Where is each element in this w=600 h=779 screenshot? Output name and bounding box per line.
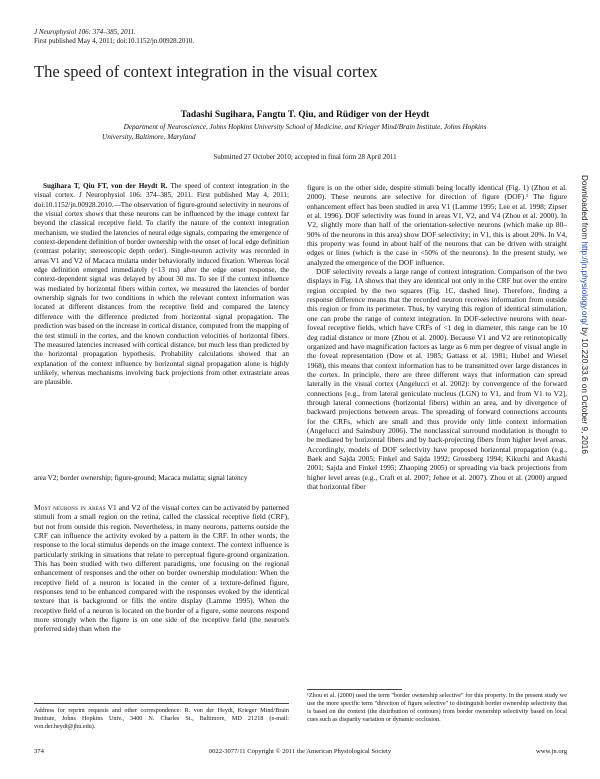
intro-text: V1 and V2 of the visual cortex can be activated by patterned stimuli from a small region on the retina, called the classical receptive field (CRF), but not from outside this region. Nevertheless, in many neurons, patterns outside the CRF can influence the activity evoked by a pattern in the CRF. In other words, the response to the local stimulus depends on the image context. The context influence is particularly striking in situations that relate to perceptual figure-ground organization. This has been studied with two different paradigms, one focusing on the regional enhancement of responses and the other on border ownership modulation: When the receptive field of a neuron is located in the center of a texture-defined figure, responses tend to be enhanced compared with the responses evoked by the identical texture that is background or fills the entire display (Lamme 1995). When the receptive field of a neuron is located on the border of a figure, some neurons respond more strongly when the figure is on one side of the receptive field (the neuron's preferred side) than when the — [34, 503, 289, 634]
page-number: 374 — [34, 748, 44, 755]
correspondence-address: Address for reprint requests and other correspondence: R. von der Heydt, Krieger Mind/Brain Institute, Johns Hopkins Univ., 3400 N. Charles St., Baltimore, MD 21218 (e-mail: von.der.heydt@jhu.edu). — [34, 707, 289, 730]
right-column-text — [307, 183, 567, 491]
abstract-lead: Sugihara T, Qiu FT, von der Heydt R. — [43, 182, 168, 190]
download-note: Downloaded from http://jn.physiology.org/ by 10.220.33.6 on October 9, 2016 — [580, 175, 589, 454]
introduction — [34, 503, 289, 634]
affiliation-line-2: University, Baltimore, Maryland — [102, 133, 196, 141]
keywords: area V2; border ownership; figure-ground; Macaca mulatta; signal latency — [34, 474, 248, 482]
download-link[interactable]: http://jn.physiology.org/ — [580, 241, 589, 326]
page-title: The speed of context integration in the visual cortex — [34, 62, 378, 81]
address-rule — [34, 703, 289, 704]
affiliation-line-1: Department of Neuroscience, Johns Hopkins University School of Medicine, and Krieger Mind/Brain Institute, Johns Hopkins — [123, 123, 487, 131]
paragraph-dof: figure is on the other side, despite stimuli being locally identical (Fig. 1) (Zhou et al. 2000). These neurons are selective for direction of figure (DOF).¹ The figure enhancement effect has been studied in area V1 (Lamme 1995; Lee et al. 1998; Zipser et al. 1996). DOF selectivity was found in areas V1, V2, and V4 (Zhou et al. 2000). In V2, slightly more than half of the orientation-selective neurons (which make up 80–90% of the neurons in this area) show DOF selectivity; in V1, this is about 20%. In V4, this property was found in about half of the neurons that can be driven with straight edges or lines (which is the case in <50% of the neurons). In the present study, we analyzed the emergence of the DOF influence. — [307, 183, 567, 267]
abstract — [34, 182, 289, 388]
authors: Tadashi Sugihara, Fangtu T. Qiu, and Rüdiger von der Heydt — [180, 110, 430, 120]
published-line: First published May 4, 2011; doi:10.1152/jn.00928.2010. — [34, 37, 195, 45]
copyright: 0022-3077/11 Copyright © 2011 the American Physiological Society — [208, 748, 392, 755]
journal-url: www.jn.org — [536, 748, 567, 755]
intro-lead: Most neurons in areas — [34, 503, 106, 512]
abstract-text: The speed of context integration in the visual cortex. J Neurophysiol 106: 374–385, 2011. First published May 4, 2011; doi:10.1152/jn.00928.2010.—The observation of figure-ground selectivity in neurons of the visual cortex shows that these neurons can be influenced by the image context far beyond the classical receptive field. To clarify the nature of the context integration mechanism, we studied the latencies of neural edge signals, comparing the emergence of context-dependent definition of border ownership with the onset of local edge definition (contrast polarity; stereoscopic depth order). Single-neuron activity was recorded in areas V1 and V2 of Macaca mulatta under behaviorally induced fixation. Whereas local edge definition emerged immediately (<13 ms) after the edge onset response, the context-dependent signal was delayed by about 30 ms. To see if the context influence was mediated by horizontal fibers within cortex, we measured the latencies of border ownership signals for two conditions in which the relevant context information was located at different distances from the receptive field and compared the latency difference with the difference predicted from horizontal signal propagation. The prediction was based on the increase in cortical distance, computed from the mapping of the test stimuli in the cortex, and the known conduction velocities of horizontal fibers. The measured latencies increased with cortical distance, but much less than predicted by the horizontal propagation hypothesis. Probability calculations showed that an explanation of the context influence by horizontal signal propagation alone is highly unlikely, whereas mechanisms involving back projections from other extrastriate areas are plausible. — [34, 182, 289, 387]
footnote-rule — [307, 689, 402, 690]
received-accepted: Submitted 27 October 2010; accepted in final form 28 April 2011 — [213, 153, 397, 161]
footnote: ¹Zhou et al. (2000) used the term "border ownership selective" for this property. In the present study we use the more specific term "direction of figure selective" to distinguish border ownership selectivity that is based on the context (the distribution of contours) from border ownership selectivity based on local cues such as disparity variation or dynamic occlusion. — [307, 692, 567, 723]
journal-citation: J Neurophysiol 106: 374–385, 2011. — [34, 28, 136, 36]
paragraph-context: DOF selectivity reveals a large range of context integration. Comparison of the two displays in Fig. 1A shows that they are identical not only in the CRF but over the entire region occupied by the two squares (Fig. 1C, dashed line). Therefore, finding a response difference means that the recorded neuron receives information from outside this region or from its perimeter. Thus, by varying this region of identical stimulation, one can probe the range of context integration. In DOF-selective neurons with near-foveal receptive fields, which have CRFs of <1 deg in diameter, this range can be 10 deg radial distance or more (Zhou et al. 2000). Because V1 and V2 are retinotopically organized and have magnification factors as large as 6 mm per degree of visual angle in the foveal representation (Dow et al. 1985; Gattass et al. 1981; Hubel and Wiesel 1968), this means that context information has to be transmitted over large distances in the cortex. In principle, there are three different ways that information can spread laterally in the visual cortex (Angelucci et al. 2002): by convergence of the forward connections [e.g., from lateral geniculate nucleus (LGN) to V1, and from V1 to V2], through lateral connections (horizontal fibers) within an area, and by divergence of backward projections between areas. The spreading of forward connections accounts for the CRFs, which are small and thus provide only little context information (Angelucci and Sainsbury 2006). The nonclassical surround modulation is thought to be mediated by horizontal fibers and by back-projecting fibers from higher level areas. Accordingly, models of DOF selectivity have proposed horizontal propagation (e.g., Baek and Sajda 2005; Finkel and Sajda 1992; Grossberg 1994; Kikuchi and Akashi 2001; Sajda and Finkel 1995; Zhaoping 2005) or spreading via back projections from higher level areas (e.g., Craft et al. 2007; Jehee et al. 2007). Zhou et al. (2000) argued that horizontal fiber — [307, 267, 567, 491]
